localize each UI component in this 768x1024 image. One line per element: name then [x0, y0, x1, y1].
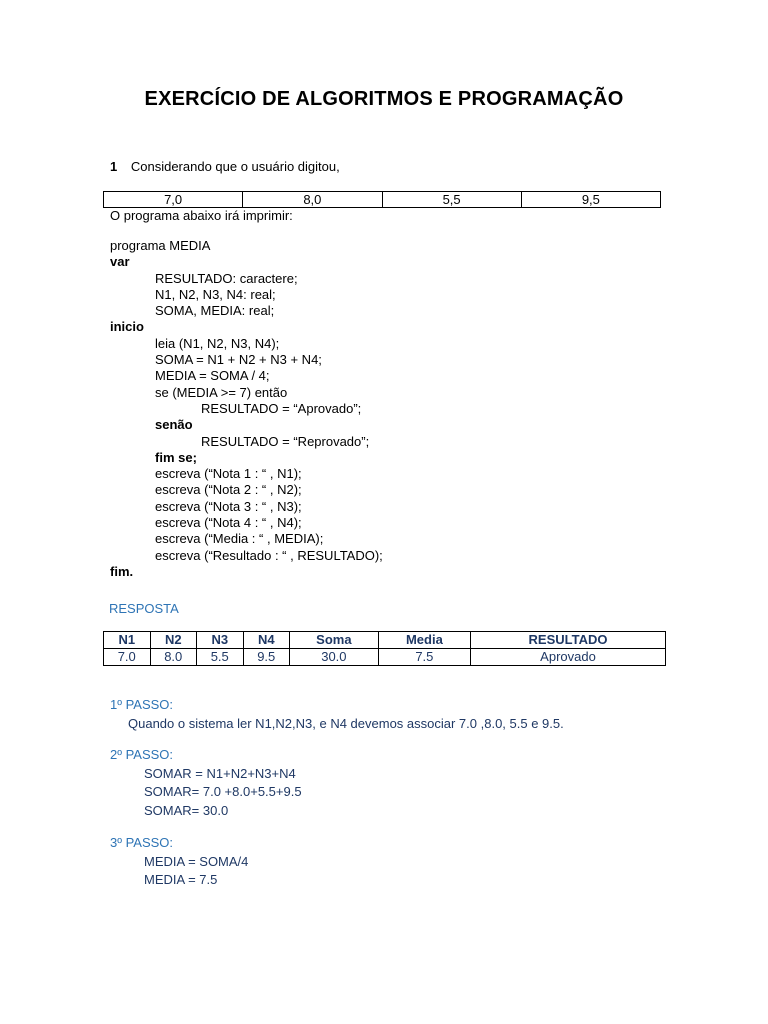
answer-label: RESPOSTA	[109, 601, 179, 616]
column-header: N2	[150, 632, 197, 649]
code-block	[110, 238, 383, 580]
table-cell: Aprovado	[471, 649, 666, 666]
code-line: escreva (“Nota 1 : “ , N1);	[155, 466, 302, 482]
input-cell: 8,0	[243, 192, 382, 208]
table-cell: 8.0	[150, 649, 197, 666]
step-2	[110, 746, 302, 820]
step-text: MEDIA = SOMA/4	[144, 853, 249, 869]
intro-text: O programa abaixo irá imprimir:	[110, 208, 293, 223]
column-header: RESULTADO	[471, 632, 666, 649]
step-title: 3º PASSO:	[110, 835, 174, 850]
input-cell: 7,0	[104, 192, 243, 208]
code-line: RESULTADO: caractere;	[155, 270, 298, 286]
step-text: SOMAR= 7.0 +8.0+5.5+9.5	[144, 784, 302, 799]
input-values-table	[103, 191, 661, 208]
table-cell: 7.0	[104, 649, 151, 666]
step-title: 1º PASSO:	[110, 697, 174, 712]
table-cell: 5.5	[197, 649, 244, 666]
input-cell: 9,5	[521, 192, 660, 208]
table-cell: 9.5	[243, 649, 290, 666]
results-table	[103, 631, 666, 666]
code-line: var	[110, 254, 130, 270]
step-text: SOMAR= 30.0	[144, 802, 229, 818]
code-line: RESULTADO = “Aprovado”;	[201, 400, 362, 416]
code-line: SOMA = N1 + N2 + N3 + N4;	[155, 352, 322, 368]
code-line: N1, N2, N3, N4: real;	[155, 286, 276, 302]
step-1	[110, 696, 564, 733]
code-line: RESULTADO = “Reprovado”;	[201, 433, 370, 449]
question-number: 1	[110, 159, 118, 174]
step-text: SOMAR = N1+N2+N3+N4	[144, 765, 296, 781]
step-title: 2º PASSO:	[110, 747, 174, 762]
input-cell: 5,5	[382, 192, 521, 208]
code-line: escreva (“Media : “ , MEDIA);	[155, 531, 324, 547]
code-line: escreva (“Nota 2 : “ , N2);	[155, 482, 302, 498]
code-line: fim se;	[155, 449, 197, 465]
step-text: MEDIA = 7.5	[144, 872, 218, 887]
question-text: Considerando que o usuário digitou,	[130, 159, 340, 174]
column-header: N4	[243, 632, 290, 649]
document-title: EXERCÍCIO DE ALGORITMOS E PROGRAMAÇÃO	[144, 88, 624, 110]
code-line: SOMA, MEDIA: real;	[155, 303, 275, 319]
table-row	[104, 649, 666, 666]
table-cell: 30.0	[290, 649, 379, 666]
table-header-row	[104, 632, 666, 649]
code-line: inicio	[110, 319, 144, 335]
step-3	[110, 834, 248, 890]
code-line: programa MEDIA	[110, 238, 211, 253]
code-line: MEDIA = SOMA / 4;	[155, 368, 270, 384]
code-line: escreva (“Nota 4 : “ , N4);	[155, 515, 302, 531]
code-line: fim.	[110, 563, 134, 579]
column-header: Soma	[290, 632, 379, 649]
code-line: leia (N1, N2, N3, N4);	[155, 335, 280, 351]
code-line: senão	[155, 417, 193, 433]
code-line: se (MEDIA >= 7) então	[155, 384, 288, 400]
column-header: N1	[104, 632, 151, 649]
step-text: Quando o sistema ler N1,N2,N3, e N4 devemos associar 7.0 ,8.0, 5.5 e 9.5.	[128, 715, 564, 731]
column-header: N3	[197, 632, 244, 649]
column-header: Media	[378, 632, 470, 649]
table-cell: 7.5	[378, 649, 470, 666]
code-line: escreva (“Resultado : “ , RESULTADO);	[155, 547, 383, 563]
table-row	[104, 192, 661, 208]
code-line: escreva (“Nota 3 : “ , N3);	[155, 498, 302, 514]
question-line	[110, 159, 340, 174]
